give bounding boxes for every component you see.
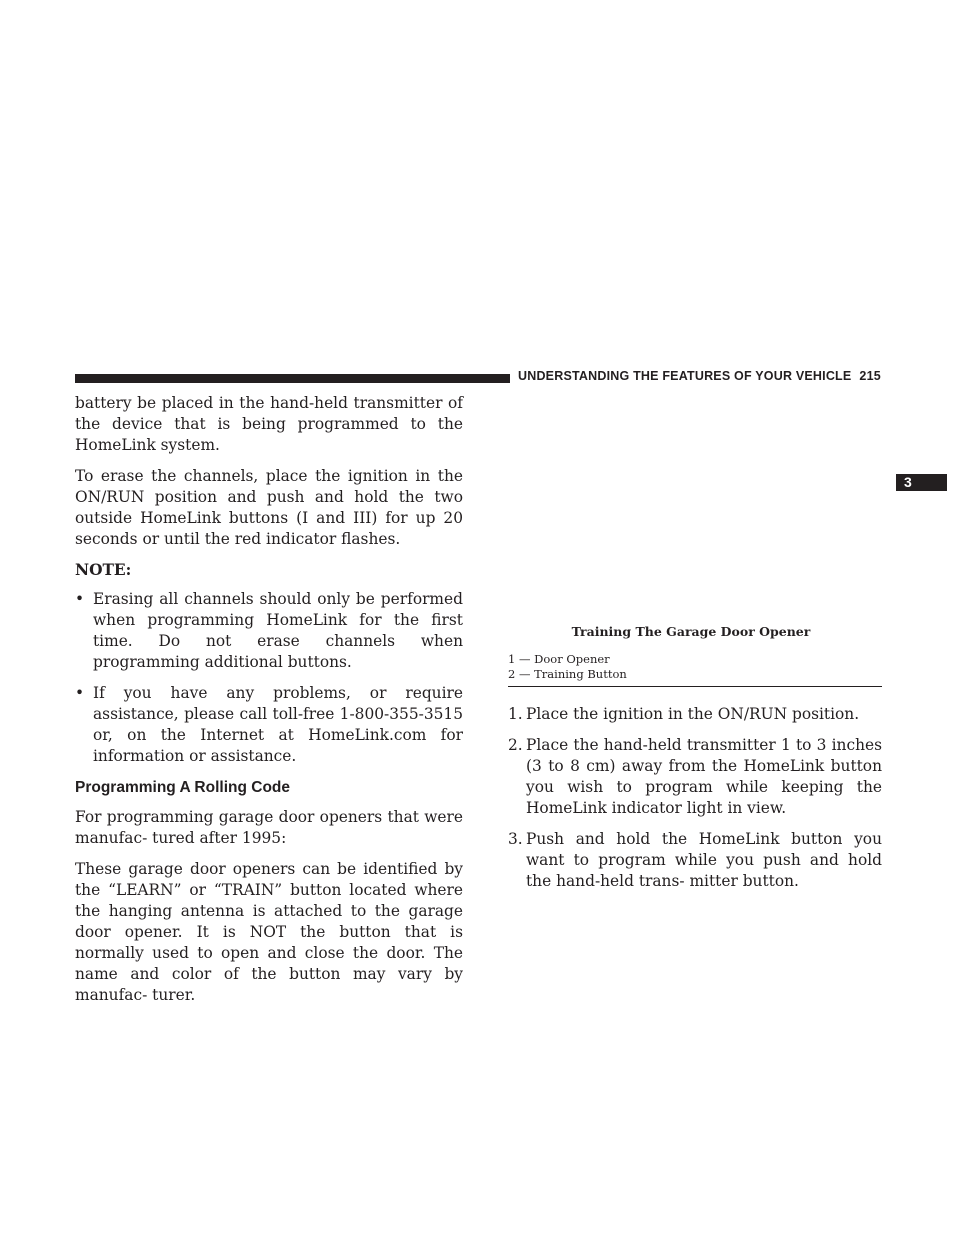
- step-number: 1.: [508, 705, 523, 723]
- step-text: Place the hand-held transmitter 1 to 3 inches (3 to 8 cm) away from the HomeLink button you wish to program while keeping the HomeLink indicator light in view.: [526, 736, 882, 817]
- note-label: NOTE:: [75, 561, 132, 579]
- step-text: Push and hold the HomeLink button you want to program while you push and hold the hand-held trans- mitter button.: [526, 830, 882, 890]
- paragraph: These garage door openers can be identified by the “LEARN” or “TRAIN” button located where the hanging antenna is attached to the garage door opener. It is NOT the button that is normally used to open and close the door. The name and color of the button may vary by manufac- turer.: [75, 860, 463, 1004]
- bullet-text: Erasing all channels should only be performed when programming HomeLink for the first time. Do not erase channels when programming additional buttons.: [93, 590, 463, 671]
- step-text: Place the ignition in the ON/RUN position.: [526, 705, 860, 723]
- figure-legend: [508, 652, 882, 687]
- legend-item: 2 — Training Button: [508, 667, 627, 681]
- bullet-text: If you have any problems, or require assistance, please call toll-free 1-800-355-3515 or, on the Internet at HomeLink.com for information or assistance.: [93, 684, 463, 765]
- step-number: 2.: [508, 736, 523, 754]
- right-column: [508, 624, 882, 902]
- paragraph: battery be placed in the hand-held transmitter of the device that is being programmed to the HomeLink system.: [75, 394, 463, 454]
- chapter-tab: 3: [896, 474, 947, 491]
- page-number: 215: [859, 369, 881, 383]
- step-list: [508, 704, 882, 892]
- section-title: UNDERSTANDING THE FEATURES OF YOUR VEHICLE: [518, 369, 852, 383]
- step-number: 3.: [508, 830, 523, 848]
- legend-rule: [508, 686, 882, 687]
- step-item: [508, 735, 882, 819]
- section-heading: Programming A Rolling Code: [75, 779, 290, 796]
- bullet-marker: •: [75, 684, 85, 702]
- paragraph: For programming garage door openers that were manufac- tured after 1995:: [75, 808, 463, 847]
- bullet-item: [75, 683, 463, 767]
- step-item: [508, 704, 882, 725]
- step-item: [508, 829, 882, 892]
- header-rule: [75, 374, 510, 383]
- bullet-marker: •: [75, 590, 85, 608]
- figure-caption: Training The Garage Door Opener: [571, 624, 811, 639]
- bullet-item: [75, 589, 463, 673]
- paragraph: To erase the channels, place the ignition in the ON/RUN position and push and hold the two outside HomeLink buttons (I and III) for up 20 seconds or until the red indicator flashes.: [75, 467, 463, 548]
- left-column: [75, 393, 463, 1016]
- legend-item: 1 — Door Opener: [508, 652, 610, 666]
- running-header: [518, 369, 881, 383]
